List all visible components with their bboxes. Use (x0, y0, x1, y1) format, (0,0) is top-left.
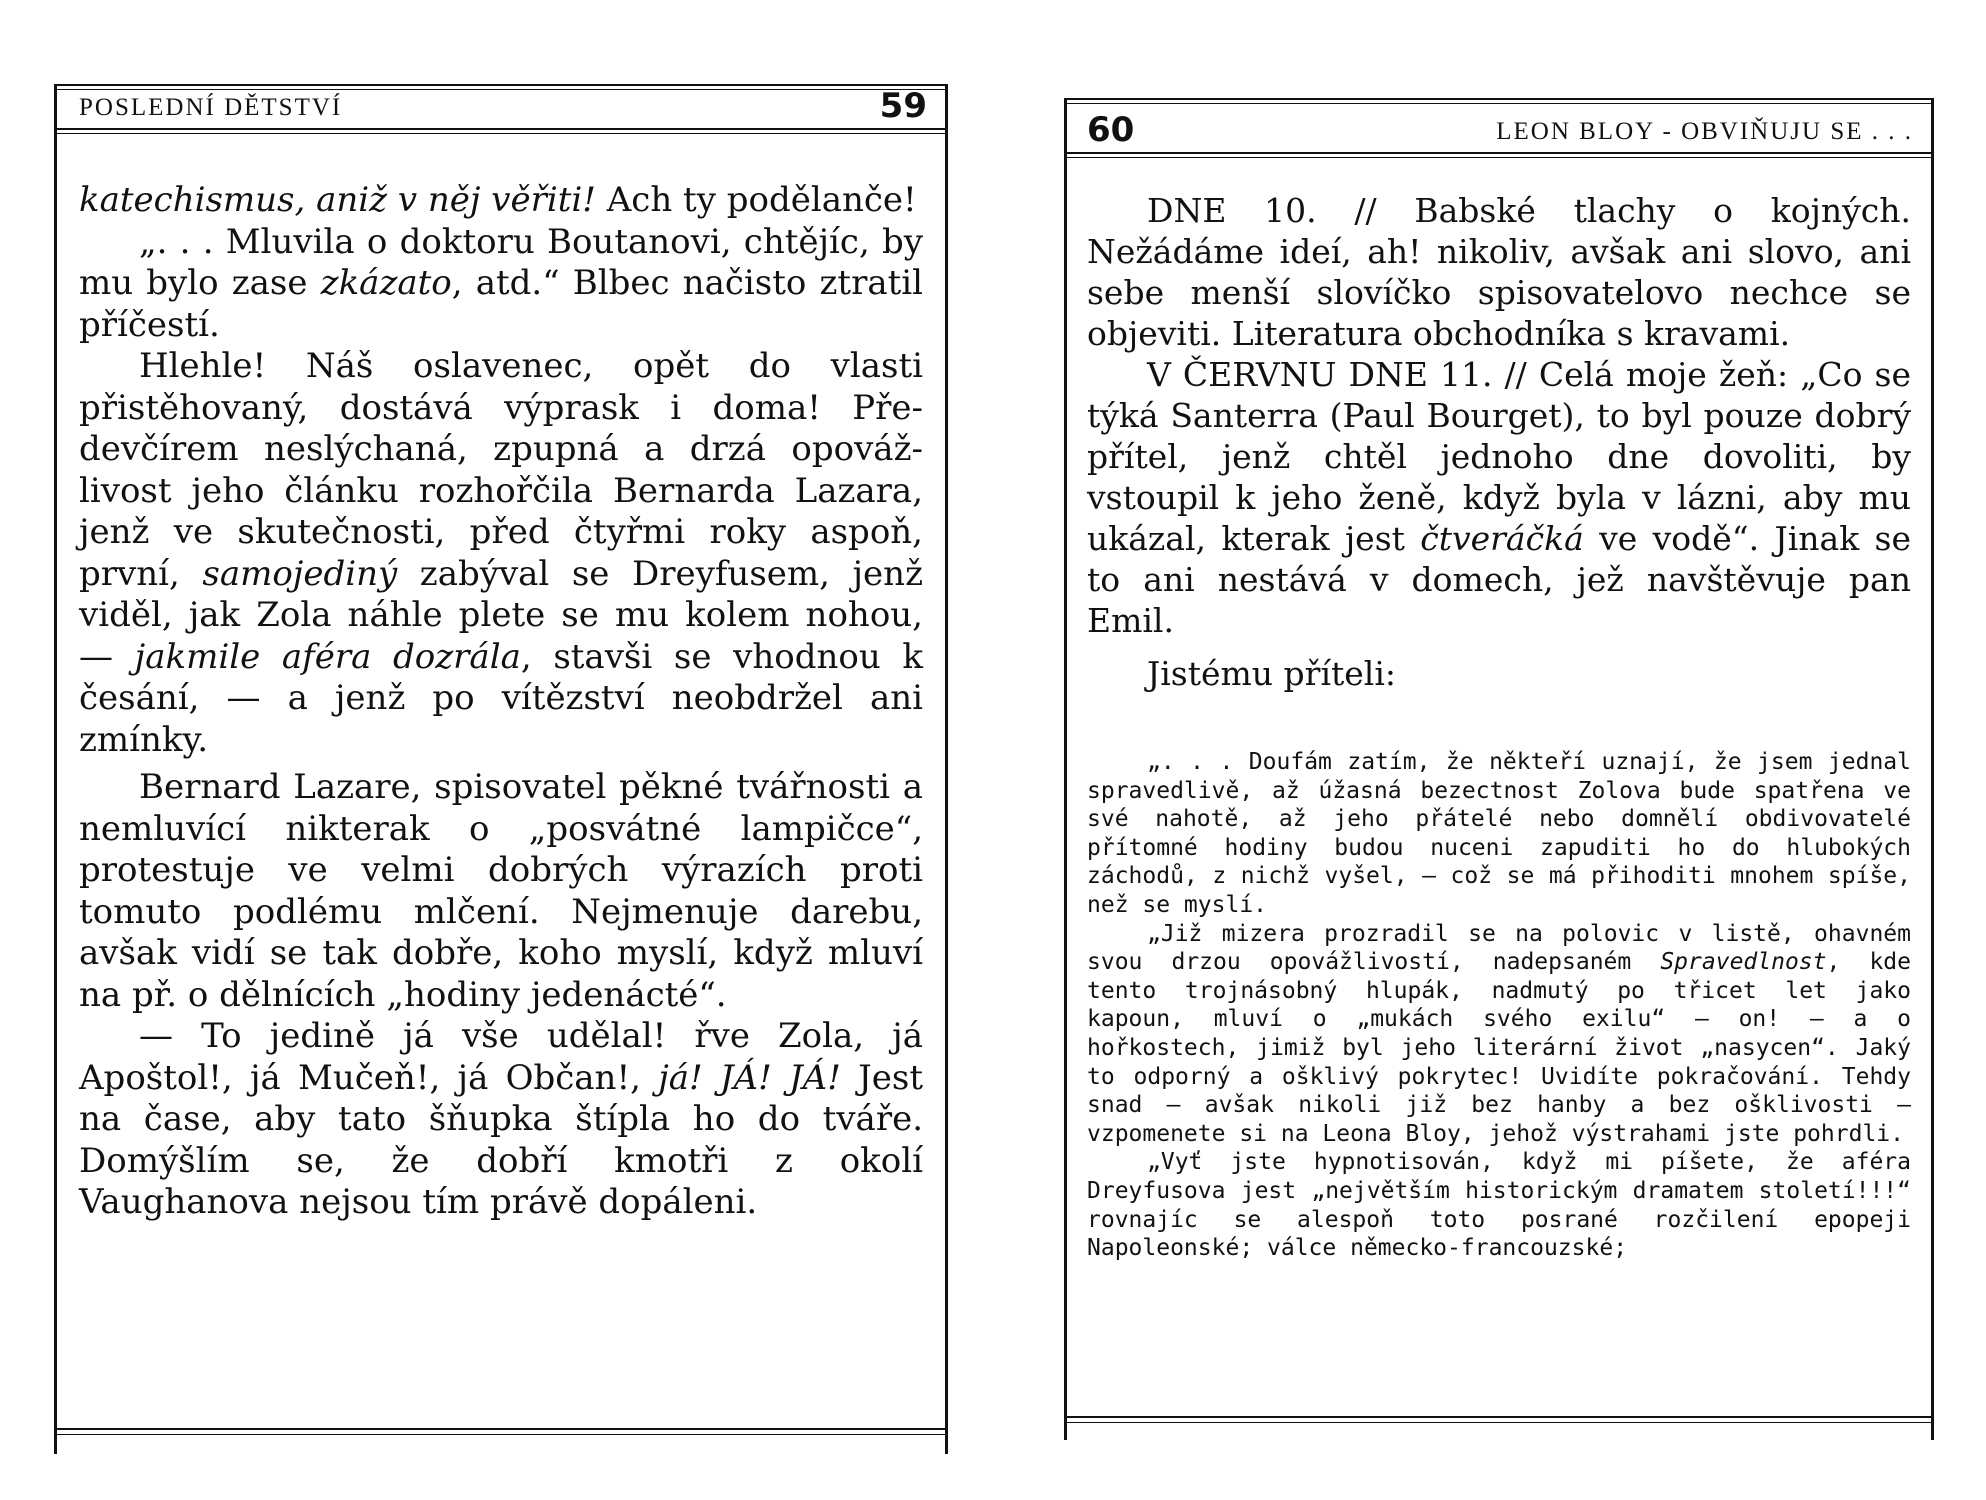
paragraph-5 (79, 1016, 923, 1224)
left-page (54, 84, 948, 1454)
paragraph-2 (79, 222, 923, 347)
header-rule-bottom-thin (1067, 157, 1931, 158)
text-run: — To jedině já vše udělal! řve Zola, já Apoštol!, já Mučeň!, já Občan!, (79, 1016, 923, 1098)
letter-heading: Jistému příteli: (1147, 654, 1397, 693)
paragraph-4 (79, 767, 923, 1016)
page-number: 60 (1087, 110, 1135, 150)
letter-paragraph-2 (1087, 920, 1911, 1149)
running-title: POSLEDNÍ DĚTSTVÍ (79, 94, 343, 121)
italic-word: samojediný (202, 553, 398, 594)
header-rule-top (1067, 98, 1931, 100)
text-run: Ach ty podělanče! (595, 180, 917, 220)
italic-word: čtveráčká (1420, 519, 1584, 558)
text-run: , kde tento trojnásobný hlupák, nadmutý po třicet let jako kapoun, mluví o „mukách svého exilu“ — on! — a o hořkostech, jimiž byl jeho literární život „nasycen“. Jaký to odporný a ošklivý pokrytec! Uvidíte pokračování. Tehdy snad — avšak nikoli již bez hanby a bez ošklivosti — vzpomenete si na Leona Bloy, jehož výstrahami jste pohrdli. (1087, 949, 1911, 1147)
text-run: „. . . Mluvila o doktoru Boutanovi, chtějíc, by mu bylo zase (79, 221, 923, 303)
letter-paragraph-1: „. . . Doufám zatím, že někteří uznají, že jsem jednal spravedlivě, až úžasná bezectnost Zolova bude spatřena ve své nahotě, až jeho přátelé nebo domnělí obdivovatelé přítomné hodiny budou nuceni zapuditi ho do hlubokých záchodů, z nichž vyšel, — což se má přihoditi mnohem spíše, než se myslí. (1087, 749, 1911, 918)
italic-word: zkázato (320, 263, 452, 303)
entry-june-10: DNE 10. // Babské tlachy o kojných. Nežádáme ideí, ah! nikoliv, avšak ani slovo, ani sebe menší slovíčko spisovatelovo nechce se objeviti. Literatura obchodníka s kravami. (1087, 191, 1911, 353)
text-run: Jest na čase, aby tato šňupka štípla ho do tváře. Domýšlím se, že dobří kmotři z okolí Vaughanova nejsou tím právě dopáleni. (79, 1057, 923, 1222)
footer-rule-thin (57, 1434, 945, 1435)
text-run: Hlehle! Náš oslavenec, opět do vlasti přistěhovaný, dostává výprask i doma! Předevčírem neslýchaná, zpupná a drzá opovážlivost jeho článku rozhořčila Bernarda Lazara, jenž ve skutečnosti, před čtyřmi roky aspoň, první, (79, 346, 923, 594)
italic-phrase: já! JÁ! JÁ! (658, 1057, 841, 1098)
right-body-letter (1087, 748, 1911, 1263)
text-run: , atd.“ Blbec načisto ztratil příčestí. (79, 263, 924, 345)
right-page (1064, 98, 1934, 1440)
text-run: ve vodě“. Jinak se to ani nestává v domech, jež navštěvuje pan Emil. (1087, 519, 1911, 640)
header-rule-bottom (1067, 152, 1931, 154)
paragraph-1 (79, 180, 923, 222)
footer-rule (57, 1428, 945, 1430)
italic-phrase: katechismus, aniž v něj věřiti! (79, 180, 596, 220)
text-run: , stavši se vhodnou k česání, — a jenž po vítězství neobdržel ani zmínky. (79, 636, 923, 760)
running-title: LEON BLOY - OBVIŇUJU SE . . . (1496, 118, 1913, 145)
header-rule-bottom-thin (57, 133, 945, 134)
left-body (79, 180, 923, 1224)
page-number: 59 (879, 86, 927, 126)
text-run: V ČERVNU DNE 11. // Celá moje žeň: „Co se týká Santerra (Paul Bourget), to byl pouze dobrý přítel, jenž chtěl jednoho dne dovoliti, by vstoupil k jeho ženě, když byla v lázni, aby mu ukázal, kterak jest (1087, 355, 1911, 558)
letter-paragraph-3: „Vyť jste hypnotisován, když mi píšete, že aféra Dreyfusova jest „největším historickým dramatem století!!!“ rovnajíc se alespoň toto posrané rozčilení epopeji Napoleonské; válce německo-francouzské; (1087, 1149, 1911, 1262)
text-run: zabýval se Dreyfusem, jenž viděl, jak Zola náhle plete se mu kolem nohou, — (79, 553, 923, 677)
header-rule-bottom (57, 128, 945, 130)
footer-rule (1067, 1416, 1931, 1418)
italic-word: Spravedlnost (1660, 949, 1827, 976)
text-run: „Již mizera prozradil se na polovic v listě, ohavném svou drzou opovážlivostí, nadepsaném (1087, 920, 1911, 976)
footer-rule-thin (1067, 1422, 1931, 1423)
paragraph-3 (79, 346, 923, 761)
text-run: Bernard Lazare, spisovatel pěkné tvářnosti a nemluvící nikterak o „posvátné lampičce“, protestuje ve velmi dobrých výrazích proti tomuto podlému mlčení. Nejmenuje darebu, avšak vidí se tak dobře, koho myslí, když mluví na př. o dělnících „hodiny jedenácté“. (79, 767, 923, 1015)
header-rule-top (57, 84, 945, 86)
right-body-diary (1087, 190, 1911, 694)
italic-phrase: jakmile aféra dozrála (134, 636, 521, 677)
header-rule-top-thin (57, 89, 945, 90)
header-rule-top-thin (1067, 103, 1931, 104)
entry-june-11 (1087, 354, 1911, 641)
